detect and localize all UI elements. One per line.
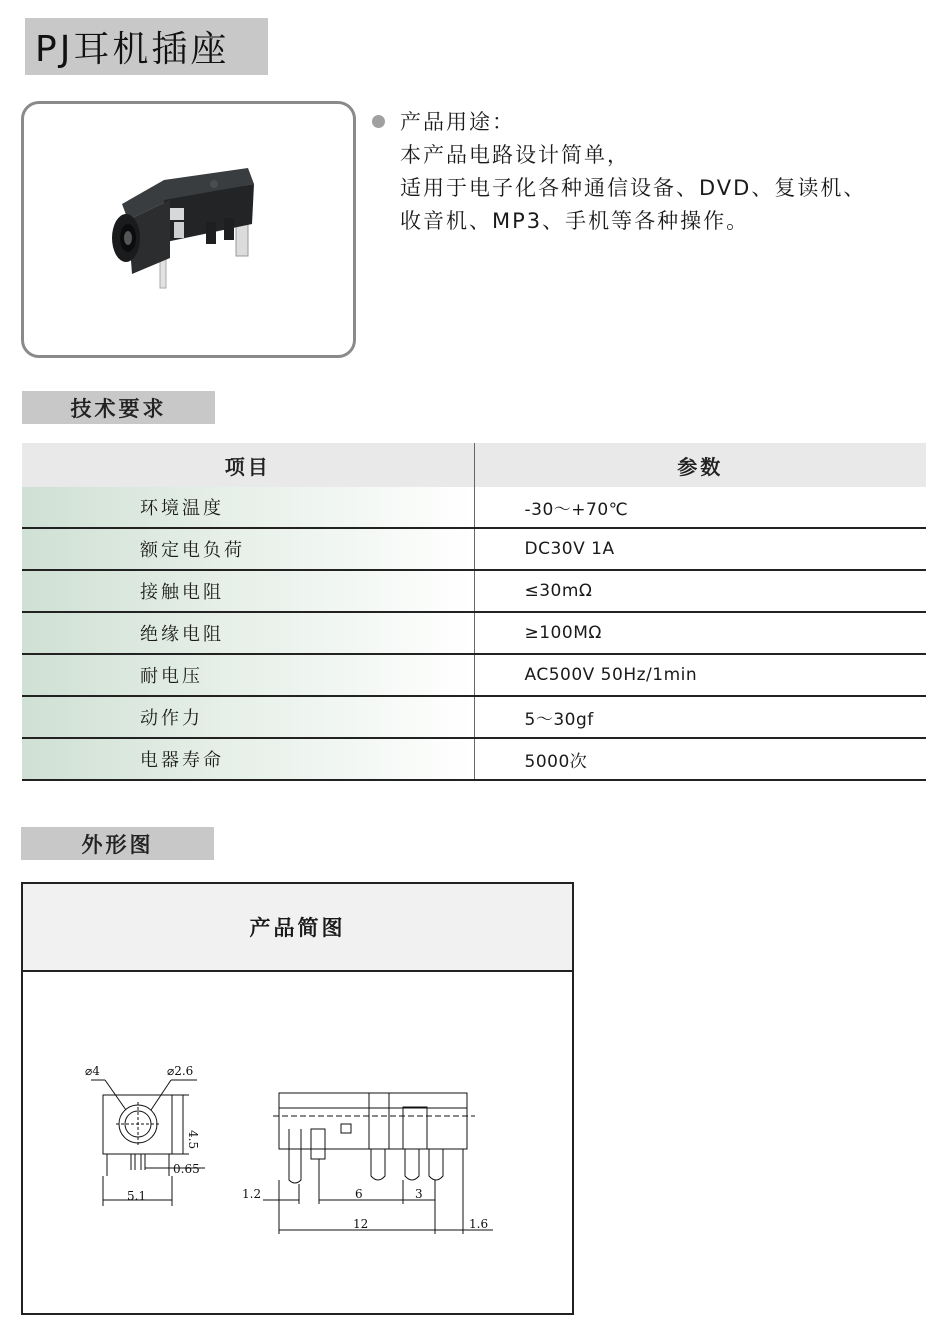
product-usage [372,106,922,238]
row-item: 耐电压 [22,654,474,696]
bullet-icon [372,115,385,128]
dimension-drawing [23,884,572,1313]
table-row [22,696,926,738]
page-title: PJ耳机插座 [25,18,268,75]
drawing-title: 产品简图 [23,884,572,972]
row-item: 动作力 [22,696,474,738]
product-photo-card [21,101,356,358]
dim-d4: 1.6 [469,1217,489,1231]
header-value: 参数 [474,443,926,487]
spec-table [22,443,926,781]
dim-pin: 0.65 [173,1162,200,1176]
outline-section-label: 外形图 [21,827,214,860]
tech-section-label: 技术要求 [22,391,215,424]
table-header-row [22,443,926,487]
row-value: ≥100MΩ [474,612,926,654]
dim-outer-diameter: ⌀4 [85,1064,100,1078]
row-item: 绝缘电阻 [22,612,474,654]
table-row [22,654,926,696]
usage-line: 适用于电子化各种通信设备、DVD、复读机、 [400,176,867,200]
row-value: 5～30gf [474,696,926,738]
table-row [22,738,926,780]
usage-line: 收音机、MP3、手机等各种操作。 [400,209,750,233]
row-value: DC30V 1A [474,528,926,570]
dim-d2: 6 [355,1187,363,1201]
row-value: AC500V 50Hz/1min [474,654,926,696]
usage-label: 产品用途： [400,110,515,134]
headphone-jack-photo [24,104,353,355]
dim-d3: 3 [415,1187,423,1201]
row-value: 5000次 [474,738,926,780]
table-row [22,570,926,612]
row-value: ≤30mΩ [474,570,926,612]
row-item: 接触电阻 [22,570,474,612]
row-item: 电器寿命 [22,738,474,780]
row-value: -30～+70℃ [474,487,926,528]
usage-line: 本产品电路设计简单， [400,143,630,167]
dim-inner-diameter: ⌀2.6 [167,1064,194,1078]
header-item: 项目 [22,443,474,487]
row-item: 环境温度 [22,487,474,528]
table-row [22,487,926,528]
dim-d1: 1.2 [242,1187,262,1201]
table-row [22,612,926,654]
row-item: 额定电负荷 [22,528,474,570]
outline-drawing-box [21,882,574,1315]
dim-length: 12 [353,1217,369,1231]
dim-height: 4.5 [186,1130,200,1150]
table-row [22,528,926,570]
dim-width: 5.1 [127,1189,147,1203]
